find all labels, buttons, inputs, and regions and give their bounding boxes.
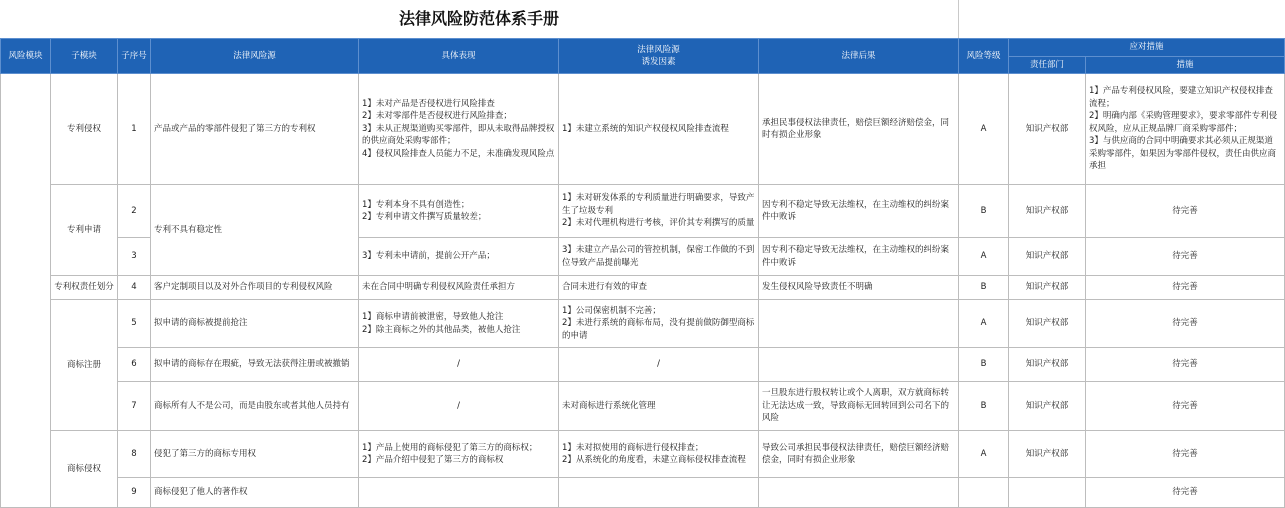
manifest-line: 1】产品上使用的商标侵犯了第三方的商标权；	[362, 442, 538, 453]
manifest-cell[interactable]	[359, 300, 559, 348]
trigger-cell[interactable]	[559, 478, 759, 508]
table-row[interactable]	[1, 348, 1285, 382]
source-cell[interactable]: 专利不具有稳定性	[151, 185, 359, 276]
consequence-cell[interactable]	[759, 348, 959, 382]
sub-module-cell[interactable]: 专利侵权	[51, 74, 118, 185]
manifest-cell[interactable]	[359, 238, 559, 276]
manifest-line: 1】商标申请前被泄密，导致他人抢注	[362, 312, 504, 322]
action-cell[interactable]	[1086, 238, 1285, 276]
trigger-line: 2】未进行系统的商标布局，没有提前做防御型商标的申请	[562, 318, 755, 341]
dept-cell[interactable]: 知识产权部	[1009, 238, 1086, 276]
manifest-cell[interactable]: /	[359, 348, 559, 382]
trigger-cell[interactable]	[559, 276, 759, 300]
table-row[interactable]	[1, 276, 1285, 300]
action-line: 待完善	[1172, 318, 1198, 329]
level-cell[interactable]	[959, 478, 1009, 508]
level-cell[interactable]: B	[959, 382, 1009, 431]
trigger-cell[interactable]	[559, 300, 759, 348]
manifest-line: 1】未对产品是否侵权进行风险排查	[362, 98, 495, 109]
header-risk-module[interactable]: 风险模块	[1, 39, 51, 74]
level-cell[interactable]: A	[959, 300, 1009, 348]
sub-module-cell[interactable]: 商标注册	[51, 300, 118, 431]
table-row[interactable]	[1, 74, 1285, 185]
consequence-line: 一旦股东进行股权转让或个人离职，双方就商标转让无法达成一致，导致商标无回转回到公司名下的风险	[762, 388, 950, 424]
manifest-line: 1】专利本身不具有创造性；	[362, 199, 470, 210]
consequence-cell[interactable]	[759, 238, 959, 276]
action-line: 2】明确内部《采购管理要求》，要求零部件专利侵权风险，应从正规品牌厂商采购零部件；	[1089, 111, 1278, 134]
manifest-cell[interactable]	[359, 74, 559, 185]
action-cell[interactable]	[1086, 348, 1285, 382]
sub-module-cell[interactable]: 专利申请	[51, 185, 118, 276]
table-row[interactable]	[1, 382, 1285, 431]
seq-cell[interactable]: 7	[118, 382, 151, 431]
action-cell[interactable]	[1086, 74, 1285, 185]
action-line: 待完善	[1172, 400, 1198, 411]
trigger-line: 未对商标进行系统化管理	[562, 400, 656, 411]
trigger-cell[interactable]	[559, 74, 759, 185]
action-cell[interactable]	[1086, 382, 1285, 431]
dept-cell[interactable]: 知识产权部	[1009, 300, 1086, 348]
action-line: 待完善	[1172, 448, 1198, 459]
table-row[interactable]	[1, 185, 1285, 238]
source-cell[interactable]: 拟申请的商标存在瑕疵，导致无法获得注册或被撤销	[151, 348, 359, 382]
level-cell[interactable]: B	[959, 276, 1009, 300]
header-manifest[interactable]: 具体表现	[359, 39, 559, 74]
manifest-line: 3】专利未申请前，提前公开产品；	[362, 251, 495, 262]
header-measures[interactable]: 应对措施	[1009, 39, 1285, 57]
trigger-line: 1】未建立系统的知识产权侵权风险排查流程	[562, 123, 729, 134]
manifest-line: 未在合同中明确专利侵权风险责任承担方	[362, 282, 516, 293]
trigger-line: 2】从系统化的角度看，未建立商标侵权排查流程	[562, 455, 746, 465]
seq-cell[interactable]: 3	[118, 238, 151, 276]
action-cell[interactable]	[1086, 300, 1285, 348]
header-source[interactable]: 法律风险源	[151, 39, 359, 74]
source-cell[interactable]: 商标侵犯了他人的著作权	[151, 478, 359, 508]
action-line: 待完善	[1172, 205, 1198, 216]
seq-cell[interactable]: 8	[118, 431, 151, 478]
source-cell[interactable]: 客户定制项目以及对外合作项目的专利侵权风险	[151, 276, 359, 300]
header-consequence[interactable]: 法律后果	[759, 39, 959, 74]
consequence-cell[interactable]	[759, 382, 959, 431]
trigger-cell[interactable]	[559, 238, 759, 276]
action-line: 1】产品专利侵权风险，要建立知识产权侵权排查流程；	[1089, 86, 1273, 109]
table-row[interactable]	[1, 478, 1285, 508]
header-dept[interactable]: 责任部门	[1009, 57, 1086, 74]
manifest-cell[interactable]	[359, 431, 559, 478]
trigger-cell[interactable]: /	[559, 348, 759, 382]
sub-module-cell[interactable]: 专利权责任划分	[51, 276, 118, 300]
manifest-line: 3】未从正规渠道购买零部件，即从未取得品牌授权的供应商处采购零部件；	[362, 123, 555, 147]
level-cell[interactable]: A	[959, 238, 1009, 276]
level-cell[interactable]: B	[959, 185, 1009, 238]
table-row[interactable]	[1, 300, 1285, 348]
action-cell[interactable]	[1086, 431, 1285, 478]
action-line: 待完善	[1172, 282, 1198, 293]
consequence-line: 导致公司承担民事侵权法律责任，赔偿巨额经济赔偿金，同时有损企业形象	[762, 442, 950, 465]
trigger-cell[interactable]	[559, 382, 759, 431]
consequence-cell[interactable]	[759, 478, 959, 508]
level-cell[interactable]: A	[959, 74, 1009, 185]
action-line: 待完善	[1172, 359, 1198, 370]
seq-cell[interactable]: 1	[118, 74, 151, 185]
manifest-cell[interactable]: /	[359, 382, 559, 431]
consequence-cell[interactable]	[759, 431, 959, 478]
source-cell[interactable]: 侵犯了第三方的商标专用权	[151, 431, 359, 478]
dept-cell[interactable]: 知识产权部	[1009, 276, 1086, 300]
trigger-cell[interactable]	[559, 431, 759, 478]
action-line: 待完善	[1172, 487, 1198, 498]
action-line: 待完善	[1172, 251, 1198, 262]
manifest-line: 2】产品介绍中侵犯了第三方的商标权	[362, 455, 504, 465]
table-row[interactable]	[1, 431, 1285, 478]
manifest-line: 4】侵权风险排查人员能力不足，未准确发现风险点	[362, 148, 555, 159]
dept-cell[interactable]	[1009, 478, 1086, 508]
header-trigger-line2: 诱发因素	[641, 57, 676, 67]
trigger-line: 1】未对拟使用的商标进行侵权排查；	[562, 442, 704, 453]
manifest-line: 2】未对零部件是否侵权进行风险排查；	[362, 111, 512, 122]
trigger-line: 3】未建立产品公司的管控机制，保密工作做的不到位导致产品提前曝光	[562, 245, 755, 268]
consequence-cell[interactable]	[759, 300, 959, 348]
source-cell[interactable]: 产品或产品的零部件侵犯了第三方的专利权	[151, 74, 359, 185]
level-cell[interactable]: A	[959, 431, 1009, 478]
dept-cell[interactable]: 知识产权部	[1009, 348, 1086, 382]
consequence-cell[interactable]	[759, 74, 959, 185]
action-line: 3】与供应商的合同中明确要求其必须从正规渠道采购零部件，如果因为零部件侵权，责任由供应商承担	[1089, 136, 1277, 172]
manifest-line: 2】专利申请文件撰写质量较差；	[362, 212, 487, 222]
title-band	[0, 0, 1285, 38]
seq-cell[interactable]: 5	[118, 300, 151, 348]
seq-cell[interactable]: 4	[118, 276, 151, 300]
header-level[interactable]: 风险等级	[959, 39, 1009, 74]
source-cell[interactable]: 商标所有人不是公司，而是由股东或者其他人员持有	[151, 382, 359, 431]
source-cell[interactable]: 拟申请的商标被提前抢注	[151, 300, 359, 348]
dept-cell[interactable]: 知识产权部	[1009, 185, 1086, 238]
seq-cell[interactable]: 9	[118, 478, 151, 508]
trigger-line: 1】未对研发体系的专利质量进行明确要求，导致产生了垃圾专利	[562, 193, 755, 216]
trigger-cell[interactable]	[559, 185, 759, 238]
action-cell[interactable]	[1086, 185, 1285, 238]
manifest-cell[interactable]	[359, 185, 559, 238]
consequence-line: 发生侵权风险导致责任不明确	[762, 282, 873, 293]
risk-module-cell[interactable]	[1, 74, 51, 508]
header-action[interactable]: 措施	[1086, 57, 1285, 74]
consequence-cell[interactable]	[759, 276, 959, 300]
seq-cell[interactable]: 2	[118, 185, 151, 238]
consequence-cell[interactable]	[759, 185, 959, 238]
level-cell[interactable]: B	[959, 348, 1009, 382]
action-cell[interactable]	[1086, 276, 1285, 300]
header-sub-module[interactable]: 子模块	[51, 39, 118, 74]
header-trigger-line1: 法律风险源	[637, 44, 680, 55]
title-divider	[958, 0, 959, 38]
dept-cell[interactable]: 知识产权部	[1009, 431, 1086, 478]
manifest-line: 2】除主商标之外的其他品类，被他人抢注	[362, 324, 521, 335]
consequence-line: 因专利不稳定导致无法维权，在主动维权的纠纷案件中败诉	[762, 245, 950, 268]
risk-table	[0, 38, 1285, 508]
header-trigger[interactable]	[559, 39, 759, 74]
sub-module-cell[interactable]: 商标侵权	[51, 431, 118, 508]
manifest-cell[interactable]	[359, 276, 559, 300]
manifest-cell[interactable]	[359, 478, 559, 508]
header-seq[interactable]: 子序号	[118, 39, 151, 74]
trigger-line: 2】未对代理机构进行考核，评价其专利撰写的质量	[562, 218, 755, 229]
action-cell[interactable]	[1086, 478, 1285, 508]
consequence-line: 因专利不稳定导致无法维权，在主动维权的纠纷案件中败诉	[762, 199, 950, 222]
seq-cell[interactable]: 6	[118, 348, 151, 382]
consequence-line: 承担民事侵权法律责任，赔偿巨额经济赔偿金，同时有损企业形象	[762, 117, 950, 140]
trigger-line: 1】公司保密机制不完善；	[562, 305, 661, 316]
dept-cell[interactable]: 知识产权部	[1009, 74, 1086, 185]
page-title: 法律风险防范体系手册	[398, 9, 559, 28]
trigger-line: 合同未进行有效的审查	[562, 282, 648, 293]
dept-cell[interactable]: 知识产权部	[1009, 382, 1086, 431]
